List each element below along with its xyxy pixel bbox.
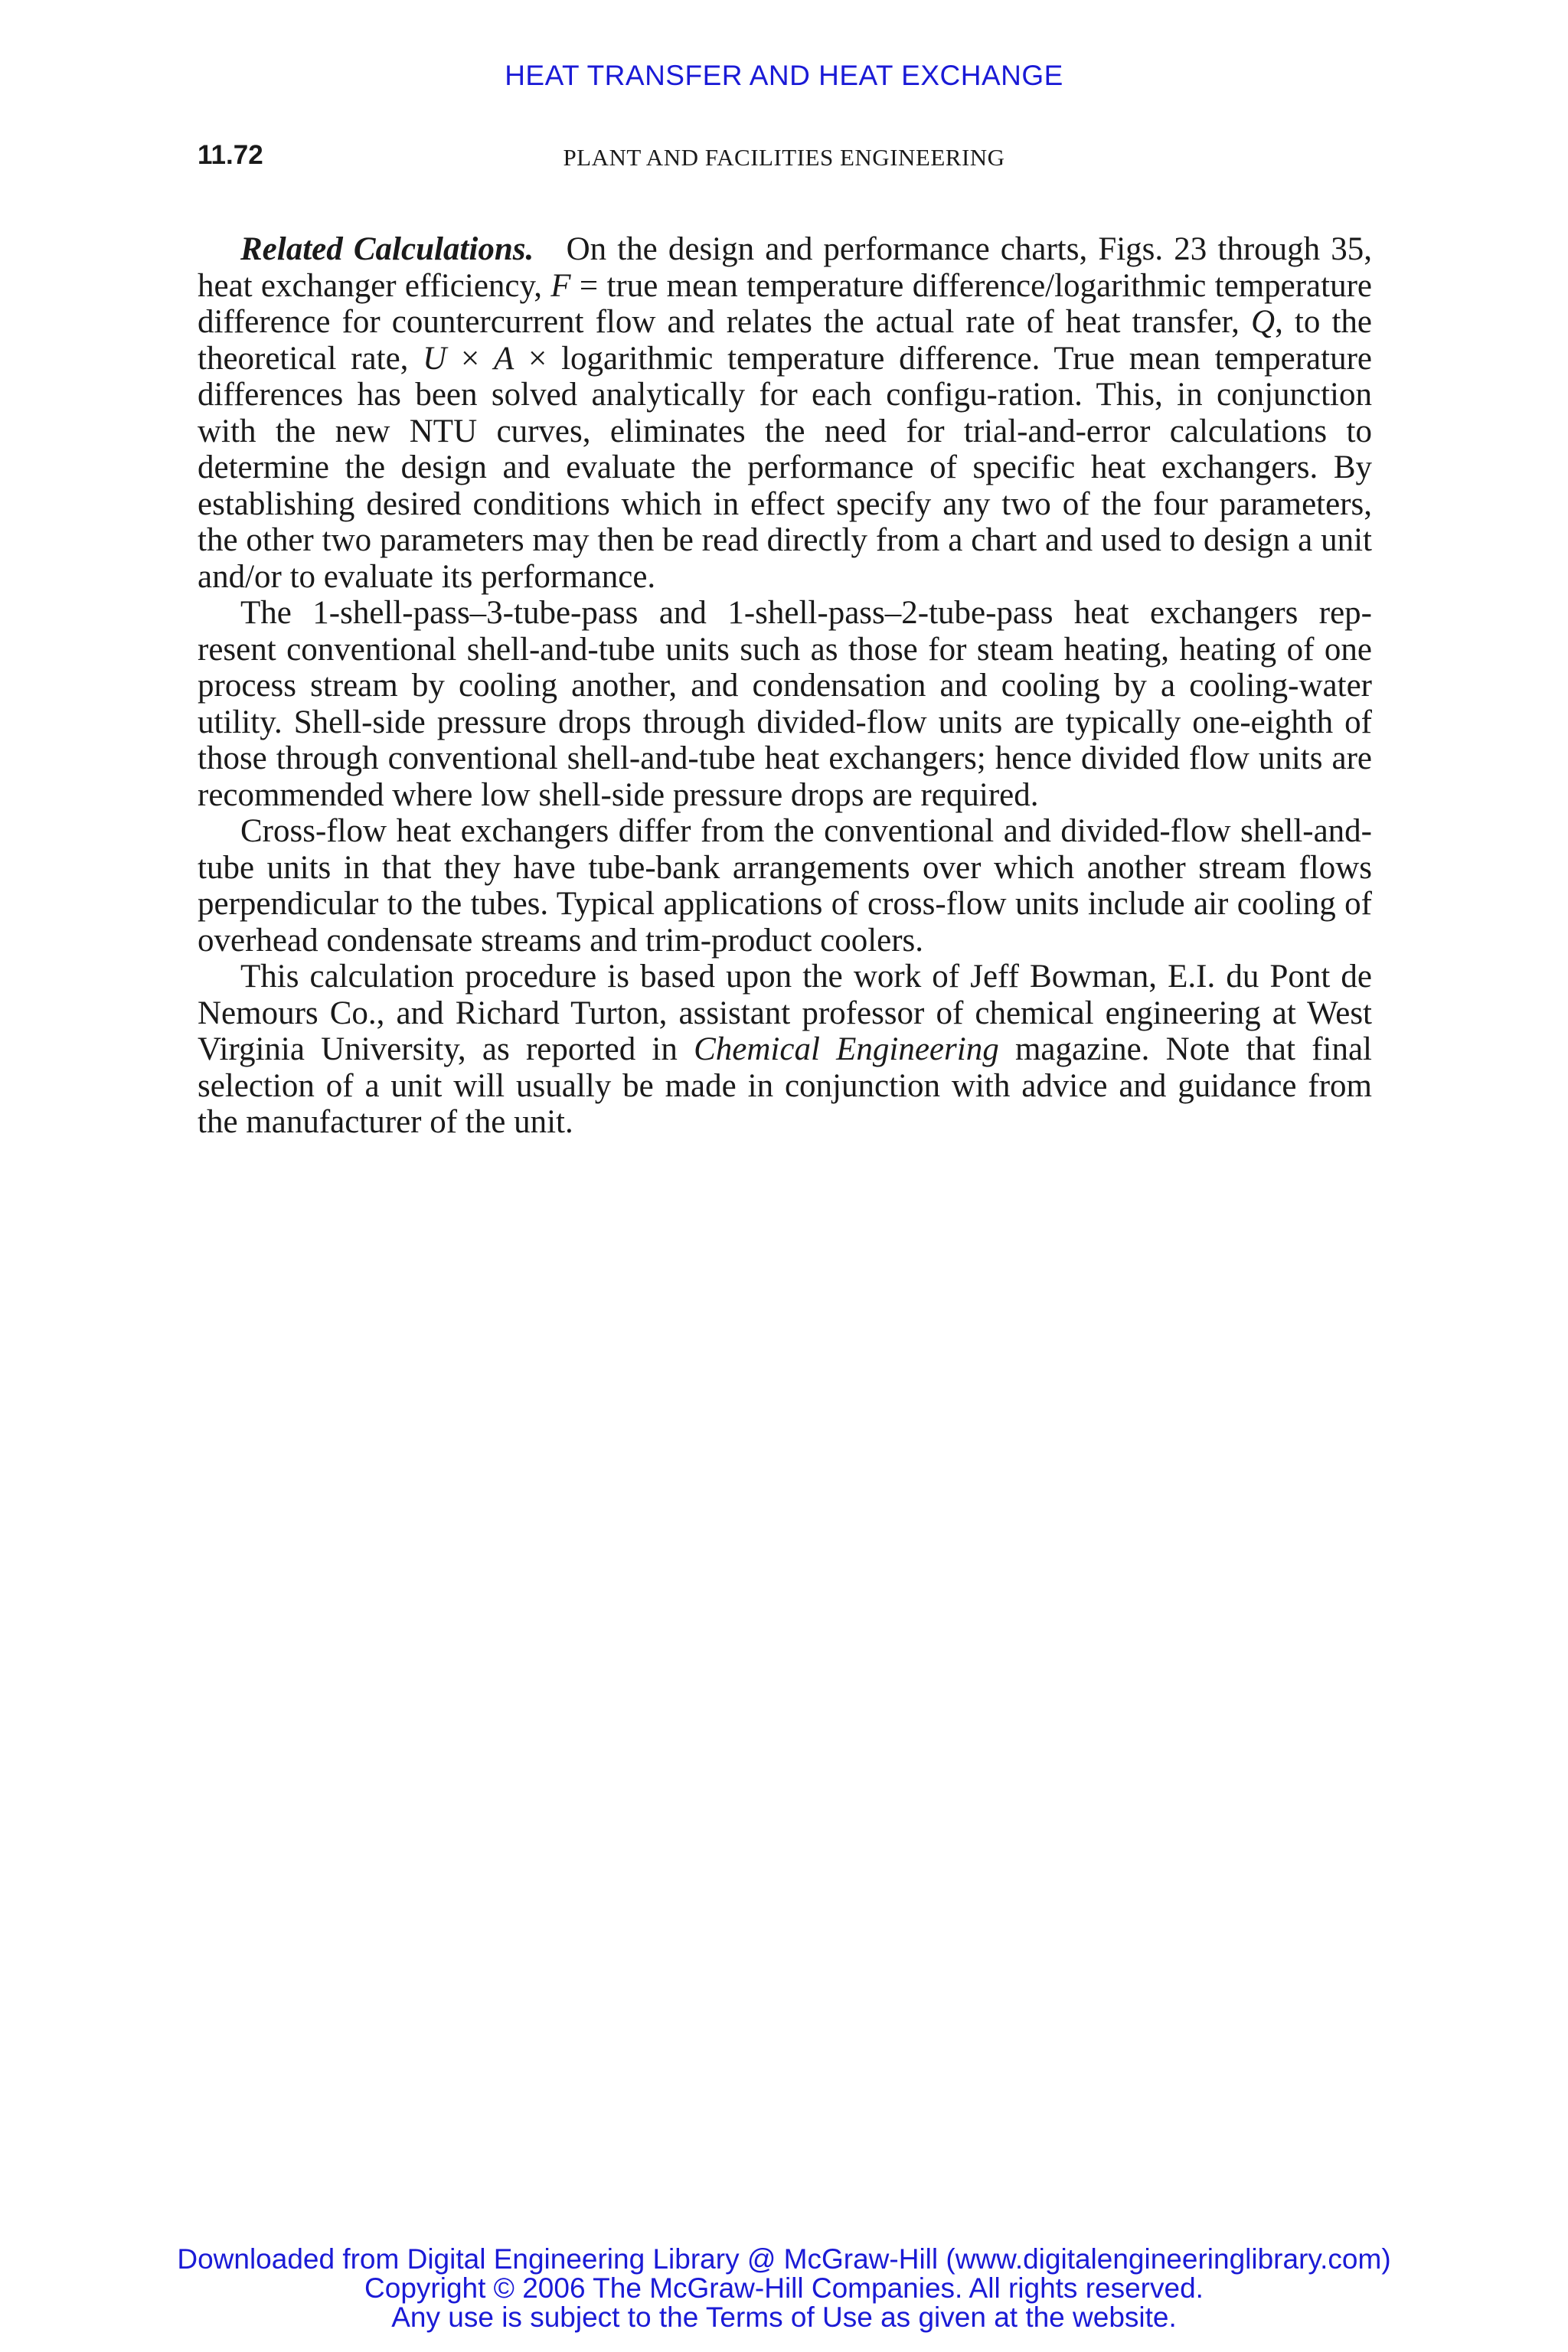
- times-sign: ×: [446, 340, 495, 377]
- paragraph-shell-tube: The 1-shell-pass–3-tube-pass and 1-shell-pass–2-tube-pass heat exchangers rep-resent conventional shell-and-tube units such as those for steam heating, heating of one process stream by cooling another, and condensation and cooling by a cooling-water utility. Shell-side pressure drops through divided-flow units are typically one-eighth of those through conventional shell-and-tube heat exchangers; hence divided flow units are recommended where low shell-side pressure drops are required.: [198, 595, 1372, 813]
- paragraph-text: × logarithmic temperature difference. True mean temperature differences has been solved analytically for each configu-ration. This, in conjunction with the new NTU curves, eliminates the need for trial-and-error calculations to determine the design and evaluate the performance of specific heat exchangers. By establishing desired conditions which in effect specify any two of the four parameters, the other two parameters may then be read directly from a chart and used to design a unit and/or to evaluate its performance.: [198, 340, 1372, 595]
- running-header: PLANT AND FACILITIES ENGINEERING: [563, 144, 1005, 171]
- footer-download-line[interactable]: Downloaded from Digital Engineering Library @ McGraw-Hill (www.digitalengineeringlibrary.com): [177, 2243, 1391, 2275]
- paragraph-text: magazine. Note that final selection of a unit will usually be made in conjunction with advice and guidance from the manufacturer of the unit.: [198, 1031, 1372, 1140]
- paragraph-cross-flow: Cross-flow heat exchangers differ from the conventional and divided-flow shell-and-tube units in that they have tube-bank arrangements over which another stream flows perpendicular to the tubes. Typical applications of cross-flow units include air cooling of overhead condensate streams and trim-product coolers.: [198, 813, 1372, 959]
- journal-title: Chemical Engineering: [694, 1031, 999, 1067]
- variable-a: A: [494, 340, 514, 377]
- page-number: 11.72: [198, 140, 263, 170]
- variable-u: U: [423, 340, 447, 377]
- footer-terms-line[interactable]: Any use is subject to the Terms of Use as given at the website.: [391, 2301, 1177, 2333]
- body-text: [198, 231, 1372, 1141]
- variable-q: Q: [1251, 304, 1276, 340]
- footer-copyright-line: Copyright © 2006 The McGraw-Hill Companies. All rights reserved.: [364, 2272, 1204, 2304]
- paragraph-text: This calculation procedure is based upon the work of Jeff Bowman, E.I. du Pont de Nemours Co., and Richard Turton, assistant professor of chemical engineering at West Virginia University, as reported in: [198, 959, 1372, 1067]
- paragraph-text: On the design and performance charts, Figs. 23 through 35, heat exchanger efficiency,: [198, 231, 1373, 304]
- paragraph-attribution: [198, 959, 1372, 1141]
- run-in-heading: Related Calculations.: [240, 231, 534, 267]
- paragraph-related-calculations: [198, 231, 1372, 595]
- paragraph-text: = true mean temperature difference/logarithmic temperature difference for countercurrent flow and relates the actual rate of heat transfer,: [198, 267, 1372, 340]
- paragraph-text: , to the theoretical rate,: [198, 304, 1372, 377]
- copyright-footer: [0, 2245, 1568, 2332]
- variable-f: F: [550, 267, 571, 304]
- chapter-banner: HEAT TRANSFER AND HEAT EXCHANGE: [505, 60, 1063, 91]
